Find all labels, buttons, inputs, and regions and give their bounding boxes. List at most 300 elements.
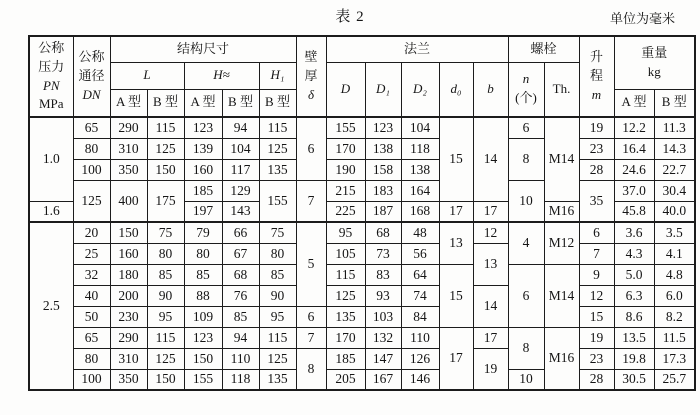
cell-text: 105 <box>335 245 356 261</box>
cell-text: 160 <box>192 161 214 177</box>
table-cell <box>401 243 439 264</box>
table-cell <box>326 306 365 327</box>
cell-text: 150 <box>155 161 176 177</box>
cell-text: 115 <box>155 119 176 135</box>
cell-text: 138 <box>372 140 394 156</box>
cell-text: 67 <box>233 245 248 261</box>
table-cell <box>326 159 365 180</box>
cell-text: 125 <box>155 140 176 156</box>
table-cell <box>184 285 222 306</box>
table-cell <box>473 222 508 243</box>
table-cell <box>222 180 259 201</box>
cell-text: 4.3 <box>625 245 643 261</box>
cell-text: 180 <box>118 266 139 282</box>
table-cell <box>184 264 222 285</box>
cell-text: M12 <box>548 235 575 251</box>
cell-text: 143 <box>230 203 251 219</box>
cell-text: 170 <box>335 140 356 156</box>
table-cell <box>73 285 110 306</box>
cell-text: 公称 <box>38 39 65 55</box>
table-cell <box>654 138 695 159</box>
table-cell <box>365 243 401 264</box>
cell-text: n <box>522 71 530 87</box>
cell-text: d₀ <box>450 80 462 96</box>
cell-text: 11.3 <box>662 119 686 135</box>
table-cell <box>508 180 544 222</box>
table-cell <box>222 243 259 264</box>
cell-text: 程 <box>589 68 603 84</box>
table-row <box>29 138 695 159</box>
cell-text: 11.5 <box>662 329 686 345</box>
table-cell <box>184 138 222 159</box>
table-cell <box>508 138 544 180</box>
cell-text: 80 <box>84 140 99 156</box>
table-row <box>29 306 695 327</box>
cell-text: 100 <box>81 161 102 177</box>
table-cell <box>73 264 110 285</box>
cell-text: 32 <box>84 266 99 282</box>
table-cell <box>259 369 296 390</box>
cell-text: 升 <box>589 49 603 65</box>
cell-text: 95 <box>270 308 285 324</box>
cell-text: 10 <box>519 371 533 387</box>
table-cell <box>259 159 296 180</box>
table-cell <box>365 159 401 180</box>
col-header-weight-typeB <box>654 89 695 117</box>
cell-text: 8 <box>307 360 315 376</box>
table-cell <box>326 327 365 348</box>
table-cell <box>473 117 508 201</box>
table-cell <box>614 264 654 285</box>
table-cell <box>614 369 654 390</box>
table-cell <box>401 348 439 369</box>
cell-text: 45.8 <box>622 203 646 219</box>
table-cell <box>73 369 110 390</box>
col-header-D <box>326 62 365 117</box>
col-header-weight-typeA <box>614 89 654 117</box>
col-header-thread <box>544 62 579 117</box>
cell-text: 115 <box>267 119 288 135</box>
table-cell <box>654 348 695 369</box>
table-cell <box>147 117 184 138</box>
table-cell <box>326 201 365 222</box>
cell-text: 94 <box>233 119 248 135</box>
table-cell <box>654 180 695 201</box>
table-cell <box>222 327 259 348</box>
table-cell <box>73 138 110 159</box>
table-cell <box>326 369 365 390</box>
table-row <box>29 348 695 369</box>
cell-text: 17 <box>483 203 498 219</box>
table-cell <box>296 222 326 306</box>
cell-text: 125 <box>267 350 288 366</box>
cell-text: 法兰 <box>403 40 430 56</box>
cell-text: 4 <box>522 235 530 251</box>
table-cell <box>110 180 147 222</box>
cell-text: 6 <box>593 224 600 240</box>
table-cell <box>222 222 259 243</box>
table-cell <box>401 201 439 222</box>
cell-text: 19 <box>589 119 604 135</box>
cell-text: H≈ <box>213 67 230 83</box>
cell-text: 183 <box>372 182 394 198</box>
cell-text: 4.8 <box>665 266 683 282</box>
cell-text: 40 <box>84 287 99 303</box>
cell-text: 118 <box>410 140 430 156</box>
cell-text: A 型 <box>116 94 141 110</box>
cell-text: 28 <box>589 161 604 177</box>
col-header-d0 <box>439 62 473 117</box>
col-header-H-typeB <box>222 89 259 117</box>
cell-text: 6 <box>307 140 315 156</box>
table-cell <box>259 348 296 369</box>
cell-text: 1.6 <box>42 203 60 219</box>
table-cell <box>401 180 439 201</box>
cell-text: A 型 <box>621 94 647 110</box>
cell-text: 8.2 <box>665 308 683 324</box>
table-cell <box>259 243 296 264</box>
table-cell <box>259 222 296 243</box>
table-cell <box>544 222 579 264</box>
cell-text: 135 <box>335 308 356 324</box>
table-cell <box>147 285 184 306</box>
cell-text: 65 <box>84 329 99 345</box>
cell-text: 66 <box>233 224 248 240</box>
cell-text: 110 <box>410 329 430 345</box>
cell-text: 65 <box>84 119 99 135</box>
table-cell <box>579 117 614 138</box>
cell-text: 115 <box>267 329 288 345</box>
table-cell <box>614 117 654 138</box>
table-cell <box>184 201 222 222</box>
cell-text: 螺栓 <box>530 40 557 56</box>
cell-text: 结构尺寸 <box>176 40 229 56</box>
cell-text: 197 <box>192 203 214 219</box>
header-row <box>29 36 695 62</box>
cell-text: 24.6 <box>622 161 646 177</box>
cell-text: B 型 <box>153 94 178 110</box>
table-cell <box>473 285 508 327</box>
table-cell <box>544 117 579 201</box>
cell-text: 厚 <box>304 68 318 84</box>
cell-text: B 型 <box>661 94 687 110</box>
table-cell <box>73 117 110 138</box>
table-row <box>29 180 695 201</box>
table-cell <box>110 327 147 348</box>
cell-text: 14 <box>483 298 498 314</box>
table-cell <box>259 285 296 306</box>
table-cell <box>439 222 473 264</box>
cell-text: 155 <box>267 192 288 208</box>
table-cell <box>259 117 296 138</box>
cell-text: 7 <box>307 192 315 208</box>
cell-text: 185 <box>335 350 356 366</box>
cell-text: 74 <box>413 287 427 303</box>
cell-text: 30.5 <box>622 371 646 387</box>
table-cell <box>326 348 365 369</box>
table-cell <box>73 306 110 327</box>
table-cell <box>401 264 439 285</box>
cell-text: 80 <box>158 245 173 261</box>
table-cell <box>654 327 695 348</box>
cell-text: 40.0 <box>662 203 687 219</box>
cell-text: 80 <box>196 245 210 261</box>
cell-text: 15 <box>589 308 604 324</box>
table-cell <box>147 327 184 348</box>
table-cell <box>614 243 654 264</box>
cell-text: 35 <box>589 192 604 208</box>
cell-text: 22.7 <box>662 161 687 177</box>
cell-text: 28 <box>589 371 604 387</box>
cell-text: 19.8 <box>622 350 646 366</box>
table-cell <box>439 327 473 390</box>
cell-text: 重量 <box>641 44 668 60</box>
table-cell <box>614 285 654 306</box>
cell-text: 168 <box>409 203 431 219</box>
cell-text: 16.4 <box>622 140 646 156</box>
table-cell <box>654 159 695 180</box>
table-cell <box>222 306 259 327</box>
table-body <box>29 117 695 390</box>
table-cell <box>544 327 579 390</box>
cell-text: 225 <box>335 203 356 219</box>
table-cell <box>184 369 222 390</box>
cell-text: 104 <box>230 140 251 156</box>
table-cell <box>147 264 184 285</box>
table-cell <box>654 264 695 285</box>
table-cell <box>326 222 365 243</box>
cell-text: 93 <box>376 287 390 303</box>
table-cell <box>73 327 110 348</box>
table-cell <box>614 201 654 222</box>
cell-text: M14 <box>548 287 575 303</box>
cell-text: 109 <box>192 308 214 324</box>
cell-text: 3.5 <box>665 224 683 240</box>
cell-text: 7 <box>593 245 600 261</box>
table-cell <box>184 348 222 369</box>
cell-text: DN <box>82 86 101 102</box>
group-header-structure-dimensions <box>110 36 296 62</box>
table-cell <box>401 369 439 390</box>
cell-text: 135 <box>267 161 288 177</box>
table-cell <box>73 159 110 180</box>
cell-text: 17 <box>449 203 463 219</box>
cell-text: 通径 <box>78 68 105 84</box>
cell-text: B 型 <box>228 94 253 110</box>
table-cell <box>110 264 147 285</box>
cell-text: 190 <box>335 161 356 177</box>
cell-text: 350 <box>118 371 139 387</box>
pn-value <box>29 117 73 201</box>
cell-text: 125 <box>335 287 356 303</box>
cell-text: 6 <box>307 308 315 324</box>
cell-text: 158 <box>372 161 394 177</box>
table-cell <box>544 264 579 327</box>
cell-text: 155 <box>335 119 356 135</box>
table-cell <box>365 285 401 306</box>
cell-text: 76 <box>233 287 248 303</box>
table-cell <box>110 285 147 306</box>
cell-text: 125 <box>81 192 102 208</box>
table-row <box>29 369 695 390</box>
table-row <box>29 222 695 243</box>
cell-text: 6 <box>522 119 530 135</box>
col-header-H-typeA <box>184 89 222 117</box>
col-header-H1-typeB <box>259 89 296 117</box>
table-cell <box>365 138 401 159</box>
cell-text: 138 <box>409 161 431 177</box>
cell-text: 9 <box>593 266 600 282</box>
cell-text: 48 <box>413 224 427 240</box>
cell-text: Th. <box>552 80 571 96</box>
cell-text: 350 <box>118 161 139 177</box>
table-cell <box>296 180 326 222</box>
group-header-bolts <box>508 36 579 62</box>
table-row <box>29 243 695 264</box>
group-header-weight <box>614 36 695 89</box>
table-cell <box>110 117 147 138</box>
cell-text: 187 <box>372 203 394 219</box>
table-row <box>29 159 695 180</box>
table-cell <box>508 369 544 390</box>
cell-text: 95 <box>158 308 173 324</box>
table-cell <box>401 327 439 348</box>
table-cell <box>259 180 296 222</box>
table-cell <box>401 222 439 243</box>
table-cell <box>326 285 365 306</box>
cell-text: 310 <box>118 140 139 156</box>
table-cell <box>365 327 401 348</box>
table-cell <box>110 138 147 159</box>
table-cell <box>184 306 222 327</box>
cell-text: 164 <box>409 182 431 198</box>
table-cell <box>296 117 326 180</box>
table-cell <box>147 369 184 390</box>
cell-text: 12 <box>483 224 498 240</box>
cell-text: 150 <box>118 224 139 240</box>
table-cell <box>110 159 147 180</box>
table-cell <box>73 243 110 264</box>
table-cell <box>110 243 147 264</box>
cell-text: 110 <box>230 350 251 366</box>
cell-text: 125 <box>155 350 176 366</box>
table-cell <box>184 243 222 264</box>
table-cell <box>401 306 439 327</box>
cell-text: 5.0 <box>625 266 643 282</box>
table-cell <box>73 222 110 243</box>
cell-text: 19 <box>483 360 498 376</box>
table-cell <box>110 348 147 369</box>
cell-text: 56 <box>413 245 427 261</box>
cell-text: 117 <box>230 161 251 177</box>
cell-text: 230 <box>118 308 139 324</box>
col-header-nominal-diameter <box>73 36 110 117</box>
table-cell <box>296 306 326 327</box>
cell-text: 壁 <box>304 49 318 65</box>
table-cell <box>184 117 222 138</box>
cell-text: m <box>591 86 602 102</box>
table-cell <box>401 285 439 306</box>
col-header-L <box>110 62 184 89</box>
table-cell <box>326 117 365 138</box>
table-cell <box>296 327 326 348</box>
cell-text: D <box>340 80 351 96</box>
table-cell <box>614 327 654 348</box>
table-cell <box>147 180 184 222</box>
table-cell <box>614 159 654 180</box>
cell-text: 200 <box>118 287 139 303</box>
table-cell <box>654 285 695 306</box>
cell-text: PN <box>42 77 60 93</box>
cell-text: 85 <box>270 266 285 282</box>
cell-text: 13 <box>449 235 463 251</box>
table-cell <box>579 285 614 306</box>
col-header-L-typeA <box>110 89 147 117</box>
cell-text: 8 <box>522 151 530 167</box>
cell-text: 147 <box>372 350 394 366</box>
cell-text: 14.3 <box>662 140 687 156</box>
cell-text: 12 <box>589 287 604 303</box>
cell-text: A 型 <box>190 94 216 110</box>
cell-text: 290 <box>118 119 139 135</box>
table-cell <box>579 327 614 348</box>
cell-text: 95 <box>338 224 353 240</box>
table-cell <box>73 348 110 369</box>
cell-text: 68 <box>233 266 248 282</box>
table-cell <box>222 348 259 369</box>
table-cell <box>439 117 473 201</box>
col-header-lift <box>579 36 614 117</box>
table-cell <box>365 369 401 390</box>
cell-text: 79 <box>196 224 210 240</box>
table-cell <box>439 201 473 222</box>
cell-text: 104 <box>409 119 431 135</box>
table-cell <box>110 369 147 390</box>
table-cell <box>654 222 695 243</box>
col-header-D1 <box>365 62 401 117</box>
table-cell <box>222 285 259 306</box>
table-cell <box>401 159 439 180</box>
cell-text: 84 <box>413 308 427 324</box>
cell-text: 37.0 <box>622 182 646 198</box>
table-cell <box>147 159 184 180</box>
table-cell <box>365 180 401 201</box>
table-cell <box>222 117 259 138</box>
table-cell <box>579 264 614 285</box>
cell-text: 30.4 <box>662 182 687 198</box>
cell-text: 160 <box>118 245 139 261</box>
cell-text: 1.0 <box>42 151 60 167</box>
col-header-wall-thickness <box>296 36 326 117</box>
cell-text: 73 <box>376 245 390 261</box>
cell-text: kg <box>647 63 661 79</box>
table-cell <box>508 264 544 327</box>
table-row <box>29 285 695 306</box>
cell-text: 23 <box>589 140 604 156</box>
cell-text: 132 <box>372 329 394 345</box>
table-cell <box>326 180 365 201</box>
cell-text: 12.2 <box>622 119 646 135</box>
table-row <box>29 264 695 285</box>
cell-text: 25 <box>84 245 99 261</box>
table-cell <box>147 306 184 327</box>
cell-text: 15 <box>449 151 463 167</box>
table-cell <box>326 264 365 285</box>
cell-text: 94 <box>233 329 248 345</box>
table-row <box>29 117 695 138</box>
table-cell <box>579 243 614 264</box>
table-cell <box>579 222 614 243</box>
